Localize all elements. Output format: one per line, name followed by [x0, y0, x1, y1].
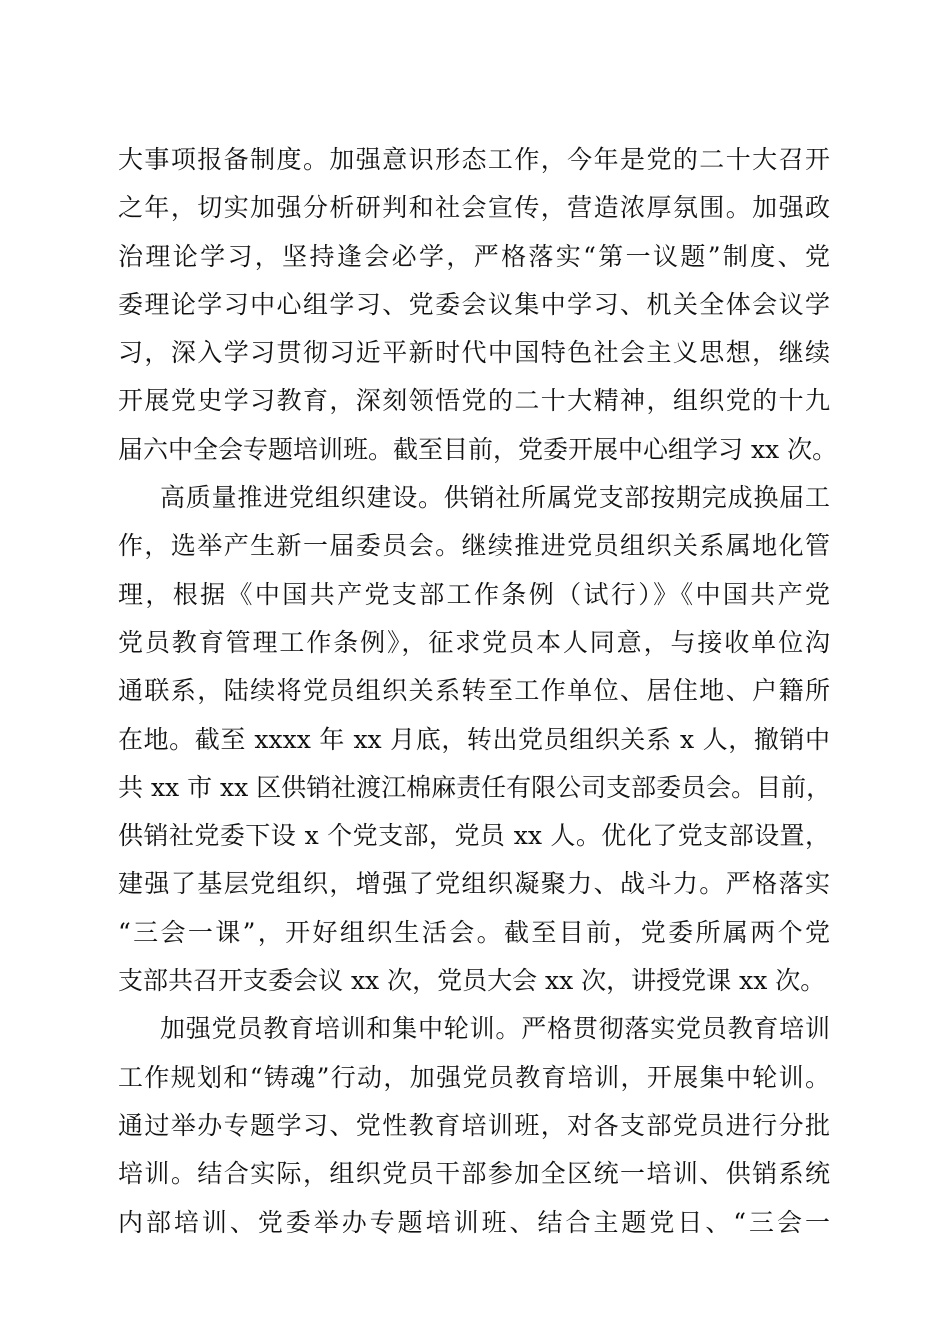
- text-line: 支部共召开支委会议 xx 次，党员大会 xx 次，讲授党课 xx 次。: [118, 966, 826, 996]
- text-line: 开展党史学习教育，深刻领悟党的二十大精神，组织党的十九: [118, 386, 830, 416]
- text-line: 内部培训、党委举办专题培训班、结合主题党日、“三会一: [118, 1207, 830, 1237]
- text-line: 在地。截至 xxxx 年 xx 月底，转出党员组织关系 x 人，撤销中: [118, 724, 830, 754]
- paragraph-start-line: 高质量推进党组织建设。供销社所属党支部按期完成换届工: [160, 483, 830, 513]
- document-body: [118, 136, 838, 1247]
- text-line: 共 xx 市 xx 区供销社渡江棉麻责任有限公司支部委员会。目前，: [118, 772, 832, 802]
- text-line: “三会一课”，开好组织生活会。截至目前，党委所属两个党: [118, 917, 830, 947]
- text-line: 委理论学习中心组学习、党委会议集中学习、机关全体会议学: [118, 289, 830, 319]
- text-line: 作，选举产生新一届委员会。继续推进党员组织关系属地化管: [118, 531, 830, 561]
- paragraph-start-line: 加强党员教育培训和集中轮训。严格贯彻落实党员教育培训: [160, 1014, 830, 1044]
- text-line: 之年，切实加强分析研判和社会宣传，营造浓厚氛围。加强政: [118, 193, 830, 223]
- text-line: 通联系，陆续将党员组织关系转至工作单位、居住地、户籍所: [118, 676, 830, 706]
- text-line: 培训。结合实际，组织党员干部参加全区统一培训、供销系统: [118, 1159, 830, 1189]
- text-line: 届六中全会专题培训班。截至目前，党委开展中心组学习 xx 次。: [118, 434, 838, 464]
- text-line: 党员教育管理工作条例》，征求党员本人同意，与接收单位沟: [118, 627, 830, 657]
- text-line: 习，深入学习贯彻习近平新时代中国特色社会主义思想，继续: [118, 338, 830, 368]
- text-line: 通过举办专题学习、党性教育培训班，对各支部党员进行分批: [118, 1110, 830, 1140]
- text-line: 建强了基层党组织，增强了党组织凝聚力、战斗力。严格落实: [118, 869, 830, 899]
- text-line: 工作规划和“铸魂”行动，加强党员教育培训，开展集中轮训。: [118, 1062, 830, 1092]
- text-line: 理，根据《中国共产党支部工作条例（试行）》《中国共产党: [118, 579, 830, 609]
- text-line: 大事项报备制度。加强意识形态工作，今年是党的二十大召开: [118, 145, 830, 174]
- text-line: 供销社党委下设 x 个党支部，党员 xx 人。优化了党支部设置，: [118, 821, 830, 851]
- text-line: 治理论学习，坚持逢会必学，严格落实“第一议题”制度、党: [118, 241, 830, 271]
